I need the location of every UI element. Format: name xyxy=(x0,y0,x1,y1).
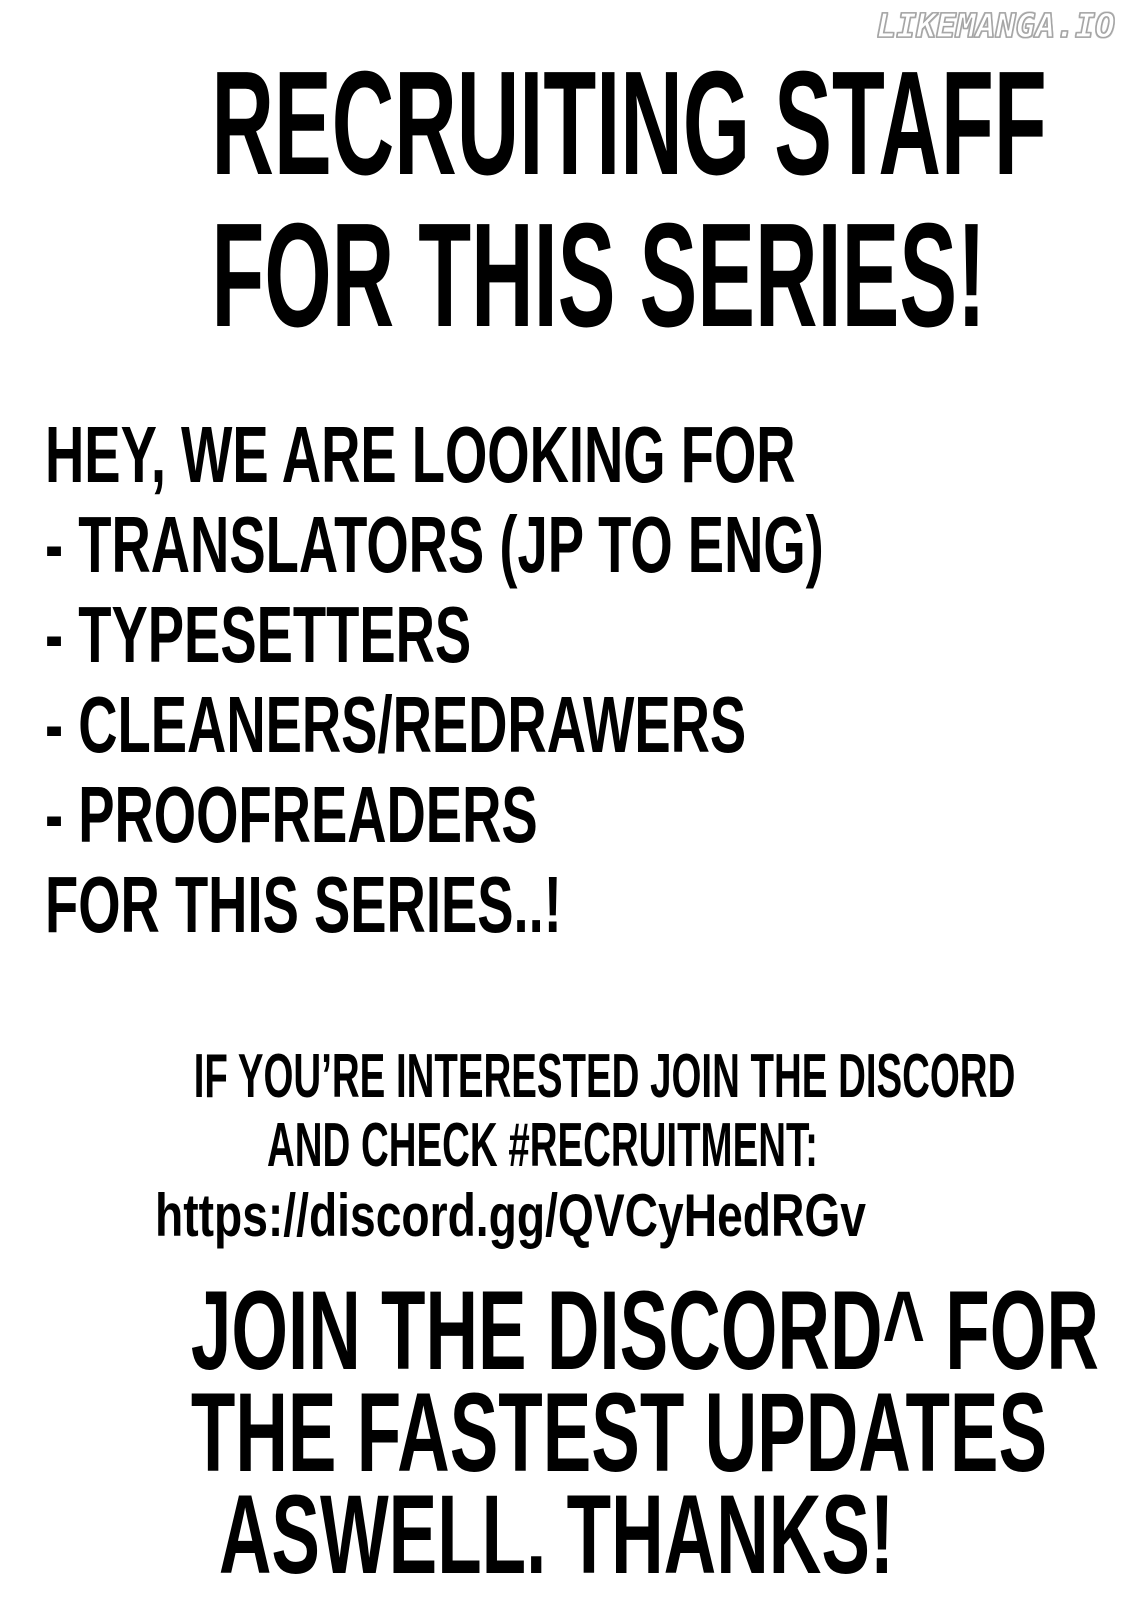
recruitment-intro: HEY, WE ARE LOOKING FOR xyxy=(45,410,796,499)
recruitment-list xyxy=(45,410,1125,950)
footer-line-3: ASWELL. THANKS! xyxy=(218,1472,895,1597)
discord-instruction-line-1: IF YOU’RE INTERESTED JOIN THE DISCORD xyxy=(193,1042,1016,1111)
role-item-translators: - TRANSLATORS (JP TO ENG) xyxy=(45,500,824,589)
role-item-cleaners-redrawers: - CLEANERS/REDRAWERS xyxy=(45,680,747,769)
title-line-2: FOR THIS SERIES! xyxy=(211,193,986,358)
discord-instruction-line-2: AND CHECK #RECRUITMENT: xyxy=(267,1111,818,1180)
role-item-proofreaders: - PROOFREADERS xyxy=(45,770,538,859)
discord-invite-url: https://discord.gg/QVCyHedRGv xyxy=(154,1182,867,1249)
title-line-1: RECRUITING STAFF xyxy=(211,41,1047,206)
footer-line-1: JOIN THE DISCORD^ FOR xyxy=(190,1268,1099,1393)
recruitment-outro: FOR THIS SERIES..! xyxy=(45,860,562,949)
role-item-typesetters: - TYPESETTERS xyxy=(45,590,472,679)
site-watermark: LIKEMANGA.IO xyxy=(876,6,1115,45)
footer-line-2: THE FASTEST UPDATES xyxy=(190,1370,1048,1495)
footer-message xyxy=(0,1268,1119,1597)
page-title xyxy=(0,41,1103,358)
discord-instructions xyxy=(0,1042,1105,1180)
